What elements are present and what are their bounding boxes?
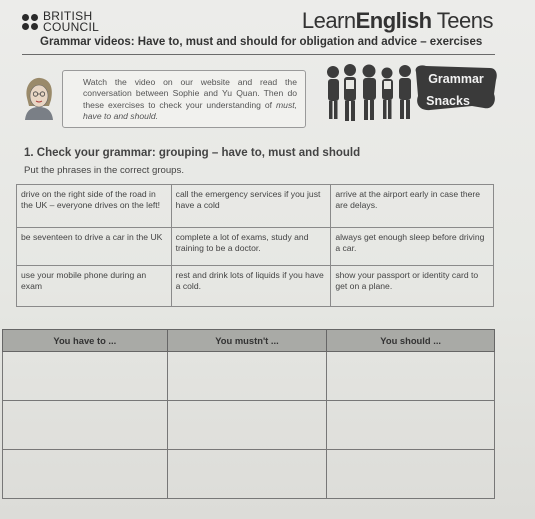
sophie-avatar-icon — [22, 76, 56, 120]
badge-line-2: Snacks — [426, 94, 470, 108]
phrase-cell: use your mobile phone during an exam — [17, 266, 172, 307]
org-line-2: COUNCIL — [43, 20, 100, 34]
header-should: You should ... — [327, 330, 495, 352]
logo-dots-icon — [22, 14, 38, 30]
phrases-row — [17, 266, 494, 307]
brand-light: Learn — [301, 8, 356, 33]
answer-cell[interactable] — [3, 352, 168, 401]
answer-cell[interactable] — [167, 352, 327, 401]
answer-header-row — [3, 330, 495, 352]
phrase-cell: arrive at the airport early in case there are delays. — [331, 185, 494, 228]
phrase-cell: show your passport or identity card to get on a plane. — [331, 266, 494, 307]
answer-cell[interactable] — [327, 352, 495, 401]
answer-cell[interactable] — [327, 450, 495, 499]
answer-row — [3, 352, 495, 401]
teen-characters-icon — [323, 62, 419, 122]
grammar-snacks-badge — [412, 64, 498, 116]
phrase-cell: complete a lot of exams, study and training to be a doctor. — [171, 228, 331, 266]
brand-tail: Teens — [431, 8, 493, 33]
learnenglish-teens-logo — [302, 8, 493, 34]
phrases-row — [17, 185, 494, 228]
exercise-instruction: Put the phrases in the correct groups. — [24, 165, 184, 176]
phrases-row — [17, 228, 494, 266]
brand-bold: English — [355, 8, 432, 33]
page-subtitle: Grammar videos: Have to, must and should for obligation and advice – exercises — [40, 36, 483, 48]
british-council-logo — [22, 11, 99, 33]
header-divider — [22, 54, 495, 55]
answer-cell[interactable] — [327, 401, 495, 450]
phrase-cell: drive on the right side of the road in the UK – everyone drives on the left! — [17, 185, 172, 228]
intro-speech-box — [62, 70, 306, 128]
exercise-title: 1. Check your grammar: grouping – have to, must and should — [24, 147, 361, 159]
intro-text: Watch the video on our website and read the conversation between Sophie and Yu Quan. Then do these exercises to check your understanding of — [83, 77, 297, 110]
answer-cell[interactable] — [167, 401, 327, 450]
header-have-to: You have to ... — [3, 330, 168, 352]
answer-row — [3, 450, 495, 499]
header-mustnt: You mustn't ... — [167, 330, 327, 352]
answer-row — [3, 401, 495, 450]
phrase-cell: call the emergency services if you just have a cold — [171, 185, 331, 228]
phrase-cell: always get enough sleep before driving a car. — [331, 228, 494, 266]
badge-line-1: Grammar — [428, 72, 484, 86]
phrase-cell: rest and drink lots of liquids if you have a cold. — [171, 266, 331, 307]
answer-cell[interactable] — [167, 450, 327, 499]
answer-cell[interactable] — [3, 450, 168, 499]
phrase-cell: be seventeen to drive a car in the UK — [17, 228, 172, 266]
phrases-table — [16, 184, 494, 307]
answer-table — [2, 329, 495, 499]
answer-cell[interactable] — [3, 401, 168, 450]
org-line-1: BRITISH — [43, 9, 93, 23]
intro-italic: must, have to and should. — [83, 99, 298, 121]
